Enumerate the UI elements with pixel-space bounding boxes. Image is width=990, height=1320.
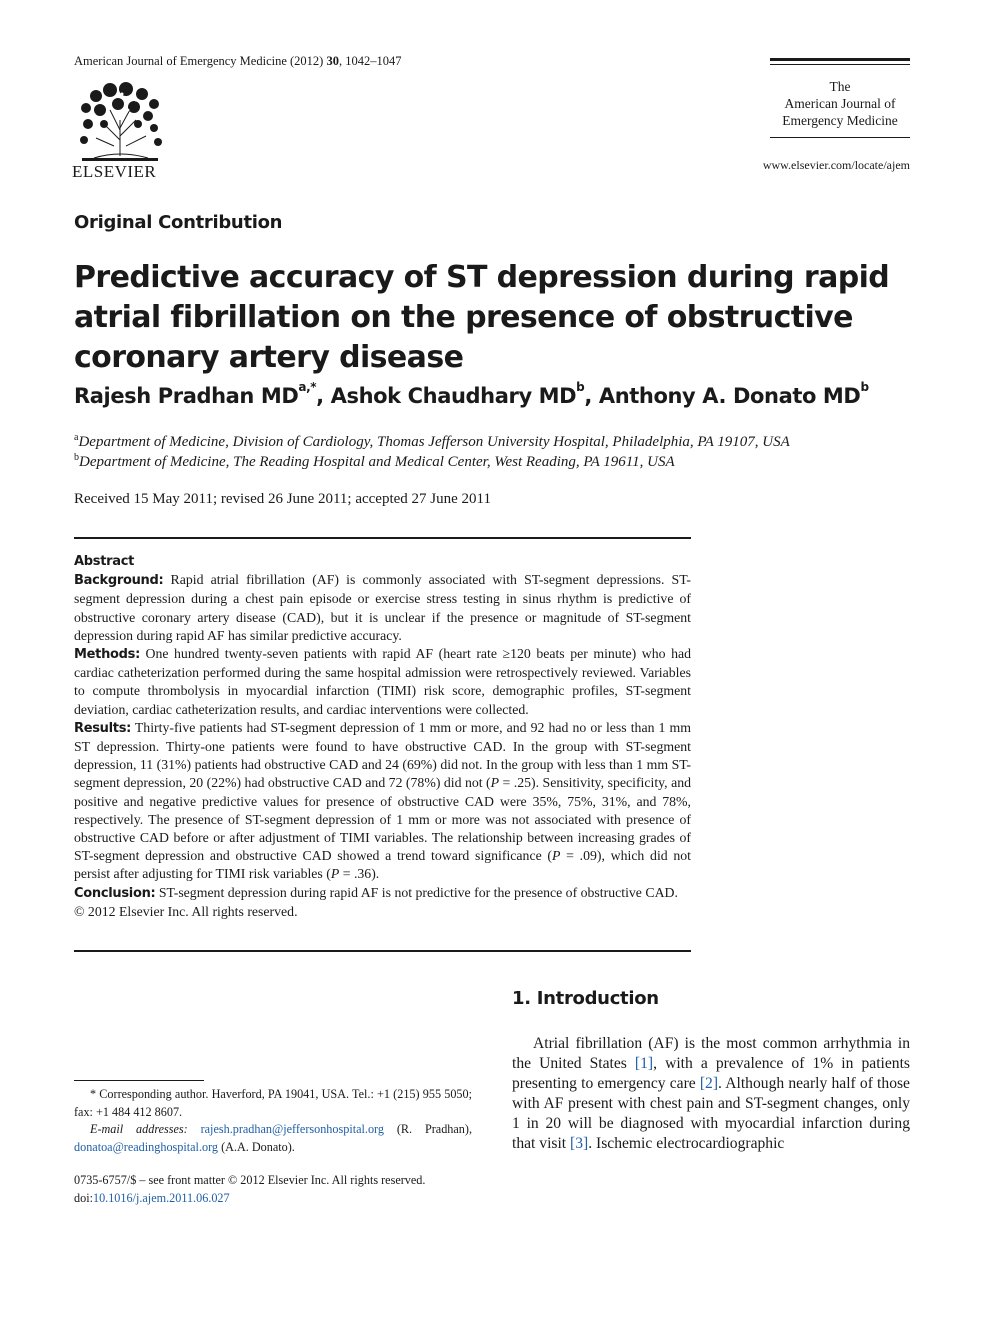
results-text: = .25). Sensitivity, specificity, and positive and negative predictive values for presence of obstructive CAD were 35%, 75%, 31%, and 78%, respectively. The presence of ST-segment depression of 1 mm or more was not associated with presence of obstructive CAD before or after adjustment of TIMI variables. The relationship between increasing grades of ST-segment depression and obstructive CAD showed a trend toward significance ( [74,775,691,864]
email-link[interactable]: donatoa@readinghospital.org [74,1139,219,1154]
author-name: Anthony A. Donato MD [598,384,861,408]
journal-line-3: Emergency Medicine [782,113,898,128]
journal-rule-top [770,58,910,61]
footnotes [74,1086,472,1156]
email-label: E-mail addresses: [90,1122,188,1136]
p-value-symbol: P [490,775,500,791]
footnote-rule [74,1080,204,1081]
author-separator: , [316,384,331,408]
introduction-heading: 1. Introduction [512,988,659,1009]
citation-link[interactable]: [1] [634,1055,654,1072]
email-owner: (R. Pradhan), [383,1122,472,1136]
journal-url[interactable]: www.elsevier.com/locate/ajem [762,158,910,172]
corresponding-author-note: * Corresponding author. Haverford, PA 19041, USA. Tel.: +1 (215) 955 5050; fax: +1 484 412 8607. [74,1087,472,1119]
author-separator: , [584,384,599,408]
introduction-text [512,1034,910,1154]
author-affil-sup: b [860,380,869,394]
journal-citation [74,54,401,69]
author-name: Rajesh Pradhan MD [74,384,299,408]
author-affil-sup: a,* [298,380,317,394]
journal-rule-bottom [770,137,910,138]
conclusion-text: ST-segment depression during rapid AF is not predictive for the presence of obstructive CAD. [155,884,678,900]
affiliation-text: Department of Medicine, Division of Cardiology, Thomas Jefferson University Hospital, Philadelphia, PA 19107, USA [78,434,790,450]
intro-text-run: , with a prevalence of 1% in patients presenting to emergency care [512,1055,910,1092]
citation-link[interactable]: [2] [699,1075,719,1092]
results-text: = .36). [339,866,380,882]
affiliation [74,452,675,471]
issn-line: 0735-6757/$ – see front matter © 2012 Elsevier Inc. All rights reserved. [74,1173,426,1187]
methods-text: One hundred twenty-seven patients with rapid AF (heart rate ≥120 beats per minute) who had cardiac catheterization performed during the same hospital admission were retrospectively reviewed. Variables to compute thrombolysis in myocardial infarction (TIMI) risk score, demographic profiles, ST-segment deviation, cardiac catheterization results, and cardiac interventions were collected. [74,646,691,717]
journal-line-2: American Journal of [784,96,896,111]
background-label: Background: [74,573,164,589]
conclusion-label: Conclusion: [74,885,156,901]
background-text: Rapid atrial fibrillation (AF) is commonly associated with ST-segment depressions. ST-segment depression during a chest pain episode or exercise stress testing in sinus rhythm is predictive of obstructive coronary artery disease (CAD), but it is unclear if the presence or magnitude of ST-segment depression during rapid AF has similar predictive accuracy. [74,572,691,643]
author-list [74,380,869,408]
affiliation-sup: a [74,432,79,443]
p-value-symbol: P [552,848,561,864]
abstract-rule-bottom [74,950,691,952]
author-affil-sup: b [576,380,585,394]
results-text: Thirty-five patients had ST-segment depression of 1 mm or more, and 92 had no or less than 1 mm ST depression. Thirty-one patients were found to have obstructive CAD. In the group with ST-segment depression, 11 (31%) patients had obstructive CAD and 24 (69%) did not. In the group with less than 1 mm ST-segment depression, 20 (22%) had obstructive CAD and 72 (78%) did not ( [74,719,691,791]
publisher-logo-text: ELSEVIER [72,162,157,181]
intro-text-run: . Ischemic electrocardiographic [588,1135,785,1152]
citation-volume: 30 [326,54,339,68]
abstract [74,552,691,921]
journal-rule-thin [770,64,910,65]
email-owner: (A.A. Donato). [218,1139,295,1154]
journal-line-1: The [829,79,851,94]
issn-block [74,1172,472,1207]
affiliation-text: Department of Medicine, The Reading Hospital and Medical Center, West Reading, PA 19611, USA [79,454,675,470]
affiliation [74,432,790,451]
results-text: = .09), which did not persist after adjusting for TIMI risk variables ( [74,848,692,882]
p-value-symbol: P [330,866,340,882]
email-link[interactable]: rajesh.pradhan@jeffersonhospital.org [200,1122,384,1136]
abstract-rule-top [74,537,691,539]
citation-pages: , 1042–1047 [338,54,402,68]
citation-prefix: American Journal of Emergency Medicine (2012) [74,54,327,68]
doi-label: doi: [74,1190,93,1205]
author-name: Ashok Chaudhary MD [330,384,577,408]
section-type: Original Contribution [74,212,283,233]
intro-text-run: . Although nearly half of those with AF present with chest pain and ST-segment changes, only 1 in 20 will be diagnosed with myocardial infarction during that visit [512,1075,910,1152]
methods-label: Methods: [74,647,140,663]
results-label: Results: [74,720,132,736]
journal-masthead [770,78,910,129]
article-title: Predictive accuracy of ST depression during rapid atrial fibrillation on the presence of obstructive coronary artery disease [74,260,890,375]
intro-text-run: Atrial fibrillation (AF) is the most common arrhythmia in the United States [512,1035,910,1072]
abstract-heading: Abstract [74,554,135,569]
citation-link[interactable]: [3] [570,1135,589,1152]
doi-link[interactable]: 10.1016/j.ajem.2011.06.027 [92,1190,230,1205]
affiliation-sup: b [74,452,79,463]
article-dates: Received 15 May 2011; revised 26 June 2011; accepted 27 June 2011 [74,491,491,507]
abstract-copyright: © 2012 Elsevier Inc. All rights reserved. [74,903,298,919]
